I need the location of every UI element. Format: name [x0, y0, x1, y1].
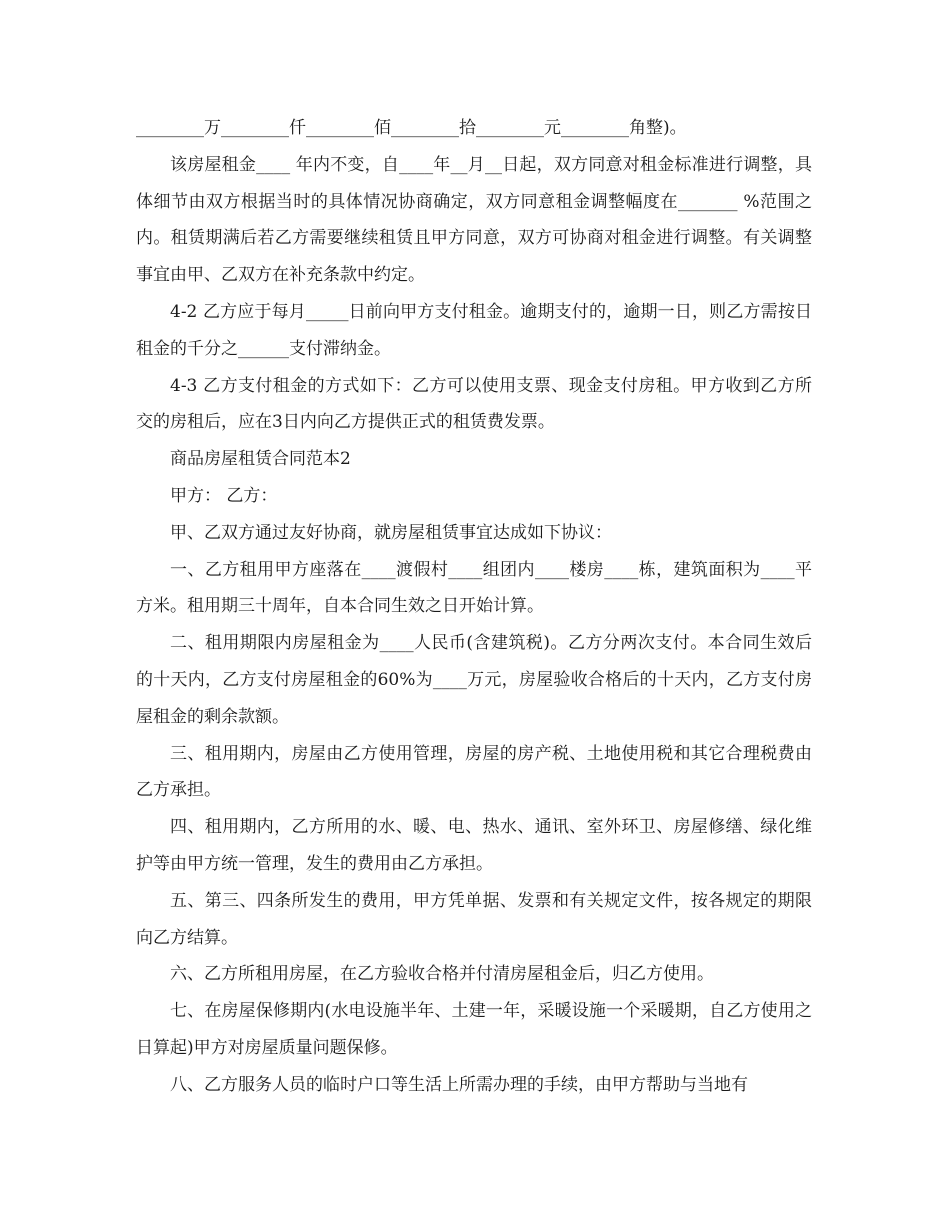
- paragraph-parties: 甲方： 乙方：: [170, 485, 278, 506]
- paragraph-article-5: 五、第三、四条所发生的费用，甲方凭单据、发票和有关规定文件，按各规定的期限向乙方结算。: [136, 890, 812, 948]
- paragraph-article-2: 二、租用期限内房屋租金为____人民币(含建筑税)。乙方分两次支付。本合同生效后的十天内，乙方支付房屋租金的60%为____万元，房屋验收合格后的十天内，乙方支付房屋租金的剩余款额。: [136, 633, 812, 727]
- paragraph-clause-4-2: 4-2 乙方应于每月_____日前向甲方支付租金。逾期支付的，逾期一日，则乙方需按日租金的千分之______支付滞纳金。: [136, 301, 812, 359]
- section-title-contract-2: 商品房屋租赁合同范本2: [170, 449, 351, 470]
- paragraph-agreement-intro: 甲、乙双方通过友好协商，就房屋租赁事宜达成如下协议：: [170, 522, 612, 543]
- paragraph-article-6: 六、乙方所租用房屋，在乙方验收合格并付清房屋租金后，归乙方使用。: [170, 964, 714, 985]
- paragraph-article-4: 四、租用期内，乙方所用的水、暖、电、热水、通讯、室外环卫、房屋修缮、绿化维护等由甲方统一管理，发生的费用由乙方承担。: [136, 817, 812, 874]
- paragraph-article-8: 八、乙方服务人员的临时户口等生活上所需办理的手续，由甲方帮助与当地有: [170, 1074, 748, 1095]
- paragraph-article-3: 三、租用期内，房屋由乙方使用管理，房屋的房产税、土地使用税和其它合理税费由乙方承担。: [136, 743, 812, 801]
- paragraph-article-7: 七、在房屋保修期内(水电设施半年、土建一年，采暖设施一个采暖期，自乙方使用之日算起)甲方对房屋质量问题保修。: [136, 1001, 812, 1058]
- paragraph-amount-line: ________万________仟________佰________拾________元________角整)。: [136, 118, 687, 138]
- document-body: [136, 110, 812, 1104]
- paragraph-rent-adjustment: 该房屋租金____ 年内不变，自____年__月__日起，双方同意对租金标准进行调整，具体细节由双方根据当时的具体情况协商确定，双方同意租金调整幅度在_______ %范围之内。租赁期满后若乙方需要继续租赁且甲方同意，双方可协商对租金进行调整。有关调整事宜由甲、乙双方在补充条款中约定。: [136, 154, 812, 286]
- paragraph-clause-4-3: 4-3 乙方支付租金的方式如下：乙方可以使用支票、现金支付房租。甲方收到乙方所交的房租后，应在3日内向乙方提供正式的租赁费发票。: [136, 375, 812, 433]
- paragraph-article-1: 一、乙方租用甲方座落在____渡假村____组团内____楼房____栋，建筑面积为____平方米。租用期三十周年，自本合同生效之日开始计算。: [136, 559, 812, 617]
